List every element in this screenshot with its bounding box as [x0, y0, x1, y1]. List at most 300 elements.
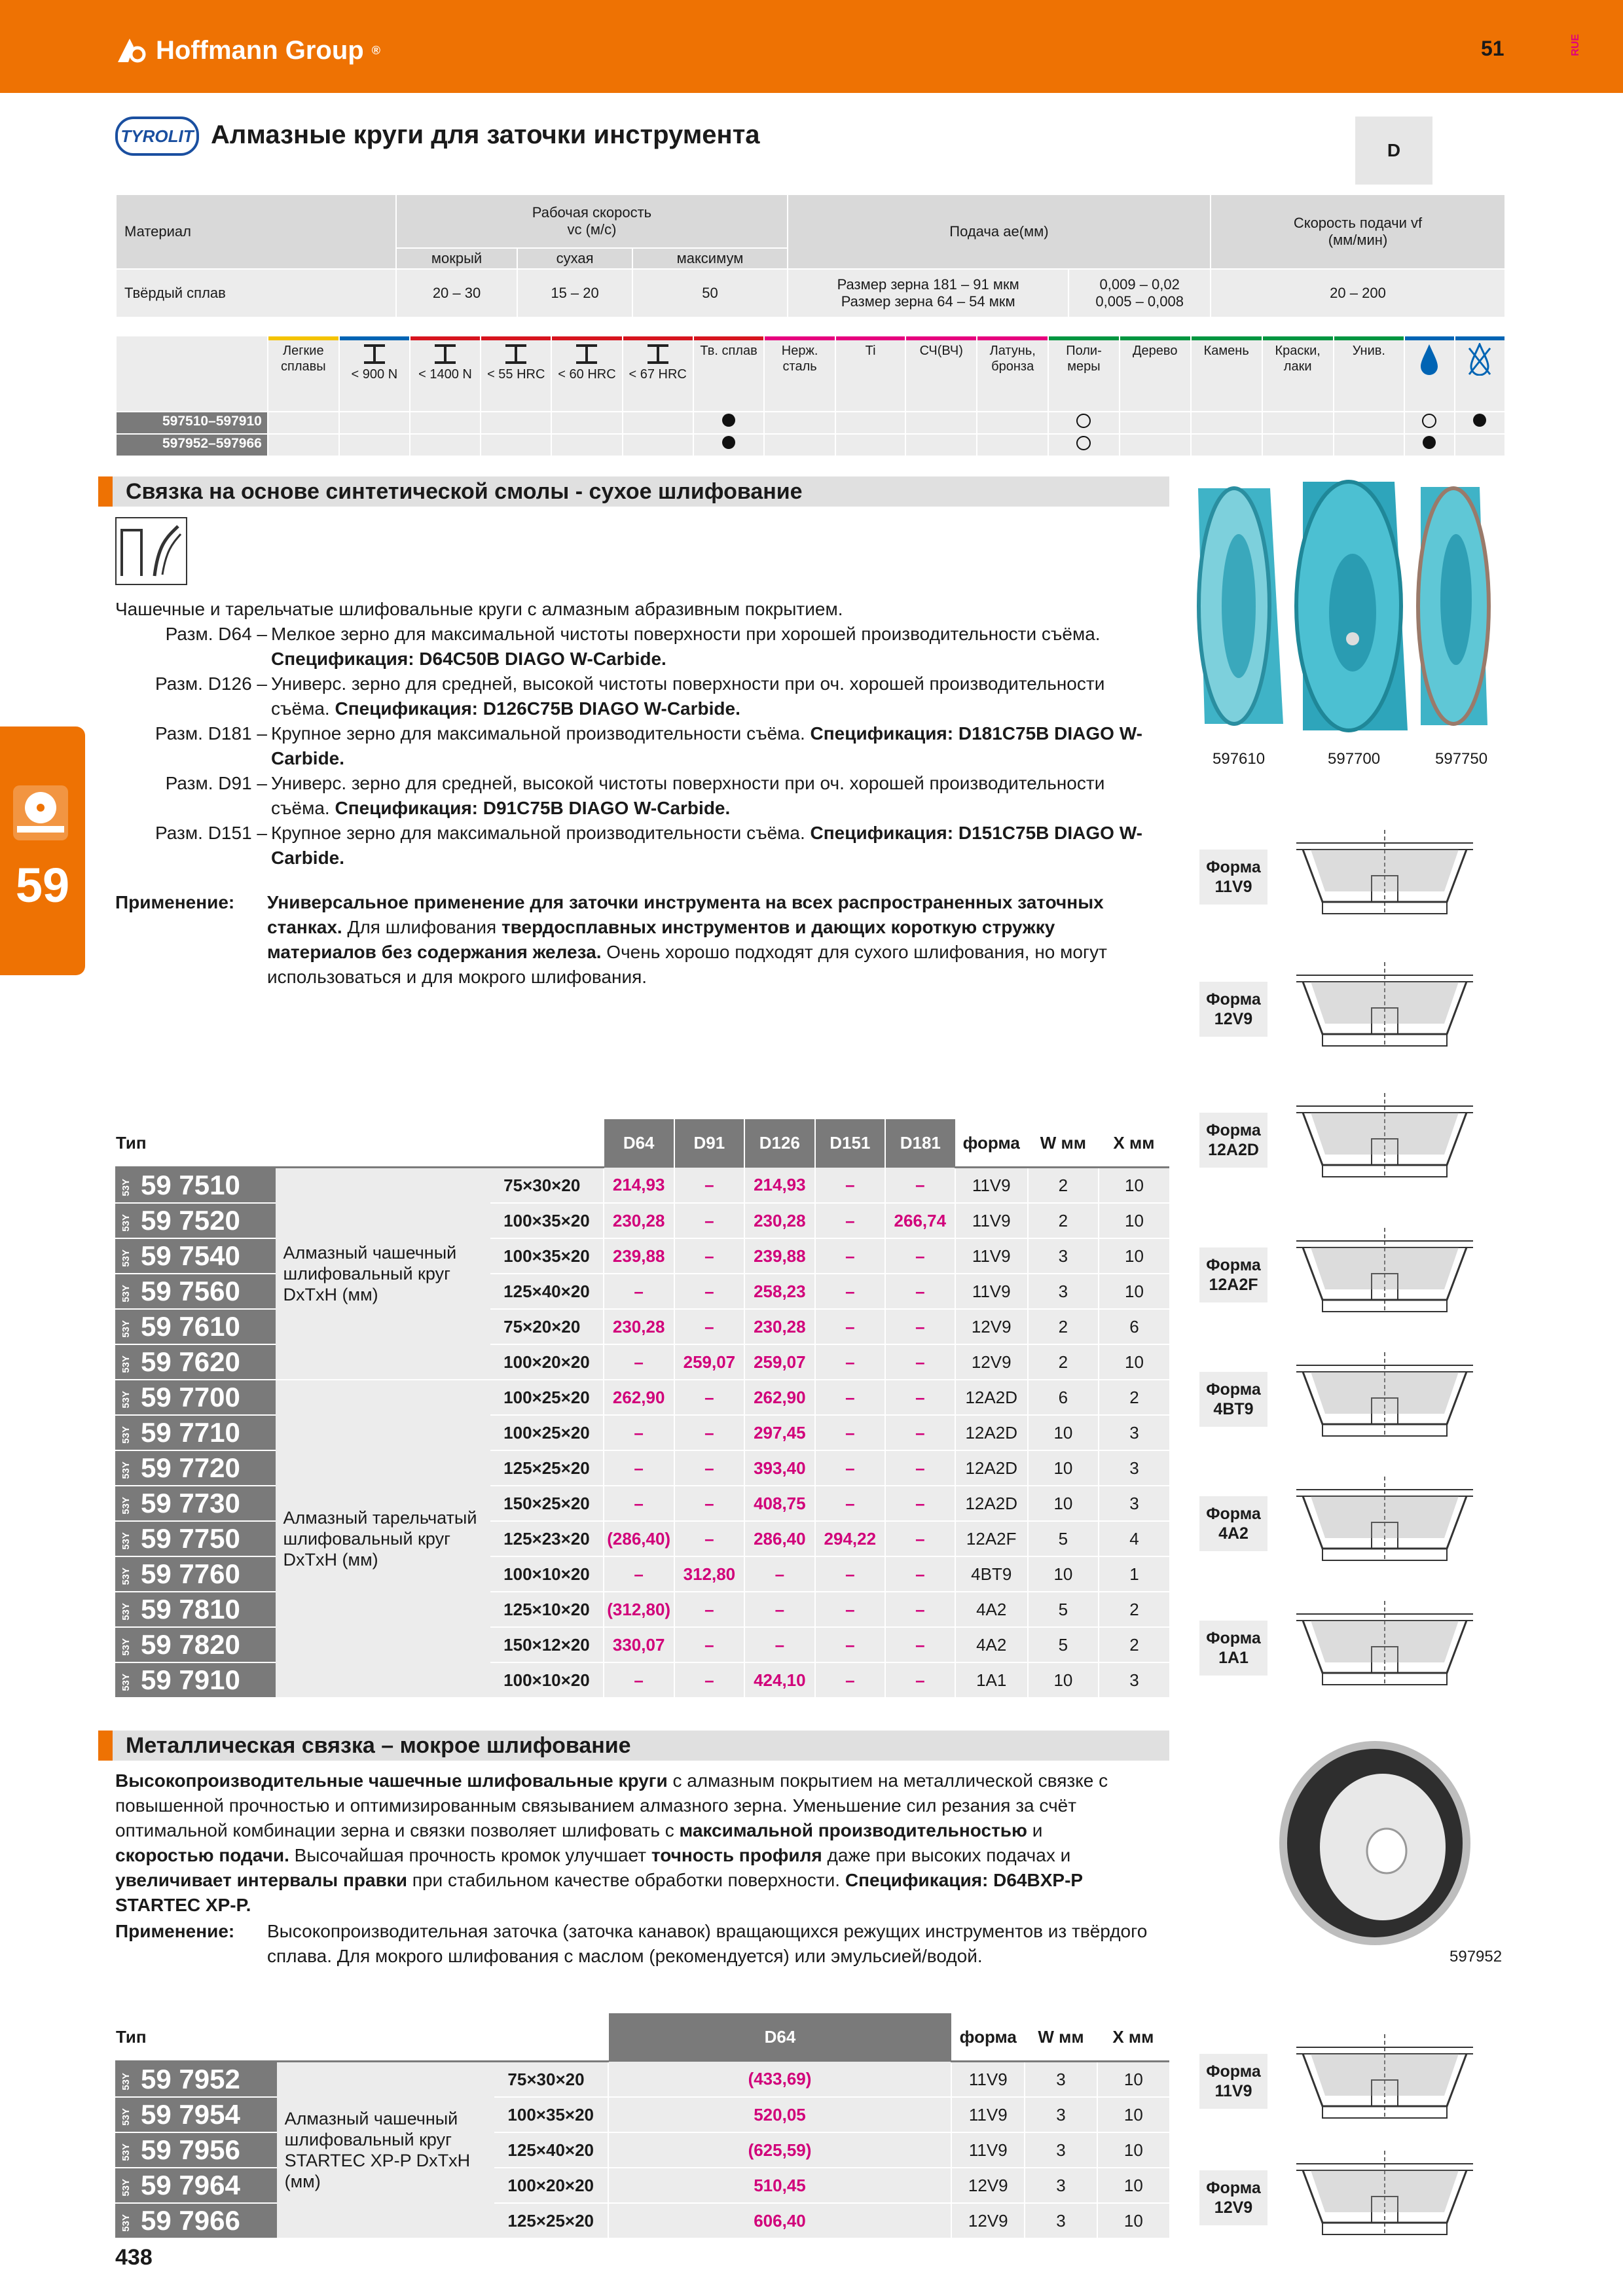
material-color-swatch	[623, 336, 693, 340]
product-row[interactable]	[115, 1486, 1169, 1521]
price-d91: –	[674, 1521, 744, 1556]
form-value: 11V9	[951, 2132, 1025, 2168]
wheel-profile-diagram	[1283, 1208, 1486, 1316]
form-label: Форма 12V9	[1199, 982, 1267, 1037]
type-header: Тип	[115, 2013, 277, 2062]
grain-size-text: Крупное зерно для максимальной производительности съёма.	[271, 723, 805, 744]
x-value: 10	[1097, 2132, 1169, 2168]
price-d64: (433,69)	[608, 2062, 951, 2098]
chapter-number: 59	[15, 858, 70, 912]
speed-header: Рабочая скорость vc (м/с)	[396, 194, 788, 248]
grain-size-key: Разм. D91 –	[165, 773, 267, 793]
price-d64: 230,28	[604, 1203, 674, 1238]
article-number[interactable]: 53Y 59 7540	[115, 1238, 276, 1274]
wheel-profile-diagram	[1283, 2131, 1486, 2238]
grain-size-key: Разм. D181 –	[155, 723, 267, 744]
x-value: 10	[1099, 1238, 1169, 1274]
material-color-swatch	[1049, 336, 1119, 340]
material-color-swatch	[340, 336, 409, 340]
page-title: Алмазные круги для заточки инструмента	[211, 120, 760, 149]
price-d91: –	[674, 1662, 744, 1698]
material-cell	[977, 434, 1048, 456]
price-d126: 286,40	[744, 1521, 814, 1556]
price-d64: –	[604, 1274, 674, 1309]
article-number[interactable]: 53Y 59 7720	[115, 1450, 276, 1486]
material-cell	[410, 412, 481, 434]
price-d126: 230,28	[744, 1203, 814, 1238]
grain-size-item	[115, 821, 1163, 870]
price-d126: 230,28	[744, 1309, 814, 1344]
product-row[interactable]	[115, 1380, 1169, 1415]
product-row[interactable]	[115, 2203, 1169, 2238]
product-row[interactable]	[115, 1627, 1169, 1662]
dimensions: 125×10×20	[490, 1592, 604, 1627]
form-label: Форма 12A2D	[1199, 1113, 1267, 1168]
material-column-1	[339, 336, 410, 412]
i-beam-icon	[574, 344, 600, 364]
article-number[interactable]: 53Y 59 7810	[115, 1592, 276, 1627]
price-d64: –	[604, 1344, 674, 1380]
price-d126: –	[744, 1627, 814, 1662]
price-d181: –	[885, 1662, 955, 1698]
dimensions: 125×40×20	[490, 1274, 604, 1309]
section-metal-bond-title: Металлическая связка – мокрое шлифование	[98, 1731, 1169, 1761]
d64-header: D64	[604, 1119, 674, 1168]
article-number[interactable]: 53Y 59 7966	[115, 2203, 277, 2238]
material-column-label: < 67 HRC	[629, 367, 687, 382]
section1-application: Применение: Универсальное применение для заточки инструмента на всех распространенных заточных станках. Для шлифования твердосплавных инструментов и дающих короткую стружку материалов без содержания железа. Очень хорошо подходят для сухого шлифования, но могут использоваться и для мокрого шлифования.	[115, 890, 1163, 990]
wheel-profile-diagram	[1283, 1073, 1486, 1181]
suitable-dot	[722, 436, 735, 449]
material-column-4	[551, 336, 622, 412]
material-column-9	[905, 336, 977, 412]
price-d126: 262,90	[744, 1380, 814, 1415]
article-number[interactable]: 53Y 59 7610	[115, 1309, 276, 1344]
grain-size-item	[115, 721, 1163, 771]
grain-size-text: Универс. зерно для средней, высокой чистоты поверхности при оч. хорошей производительности съёма.	[271, 673, 1105, 719]
feed-header: Подача ae(мм)	[788, 194, 1211, 269]
article-number[interactable]: 53Y 59 7730	[115, 1486, 276, 1521]
wheel-profile-diagram	[1283, 2015, 1486, 2122]
grain-size-item	[115, 771, 1163, 821]
product-row[interactable]	[115, 2132, 1169, 2168]
w-value: 2	[1028, 1309, 1099, 1344]
material-column-label: Поли-меры	[1066, 344, 1102, 374]
edition-code: RUE	[1570, 34, 1581, 56]
article-number[interactable]: 53Y 59 7820	[115, 1627, 276, 1662]
w-value: 10	[1028, 1662, 1099, 1698]
article-number[interactable]: 53Y 59 7750	[115, 1521, 276, 1556]
hoffmann-logo-icon	[117, 36, 148, 65]
grain-size-key: Разм. D64 –	[165, 624, 267, 644]
price-d151: –	[815, 1309, 885, 1344]
section2-description: Высокопроизводительные чашечные шлифовальные круги с алмазным покрытием на металлической связке с повышенной прочностью и оптимизированным связыванием алмазного зерна. Уменьшение сил резания за счёт оптимальной комбинации зерна и связки позволяет шлифовать с максимальной производительностью и скоростью подачи. Высочайшая прочность кромок улучшает точность профиля даже при высоких подачах и увеличивает интервалы правки при стабильном качестве обработки поверхности. Спецификация: D64BXP-P STARTEC XP-P.	[115, 1770, 1108, 1915]
wet-header: мокрый	[396, 248, 517, 269]
price-d64: –	[604, 1662, 674, 1698]
price-d151: 294,22	[815, 1521, 885, 1556]
price-d126: 259,07	[744, 1344, 814, 1380]
grain-sizes: Размер зерна 181 – 91 мкм Размер зерна 64 – 54 мкм	[788, 269, 1069, 317]
form-label: Форма 12A2F	[1199, 1247, 1267, 1302]
section2-application	[115, 1919, 1163, 1969]
w-value: 3	[1025, 2132, 1097, 2168]
form-value: 4A2	[955, 1592, 1028, 1627]
price-d91: –	[674, 1627, 744, 1662]
price-d91: –	[674, 1415, 744, 1450]
coolant-drop-icon	[1404, 336, 1455, 412]
w-value: 2	[1028, 1203, 1099, 1238]
material-cell	[410, 434, 481, 456]
material-cell	[339, 412, 410, 434]
hoffmann-logo[interactable]	[117, 34, 380, 67]
material-cell	[551, 412, 622, 434]
price-d64: –	[604, 1486, 674, 1521]
material-cell	[623, 434, 693, 456]
material-color-swatch	[765, 336, 835, 340]
material-cell	[693, 412, 765, 434]
material-cell	[1191, 434, 1262, 456]
logo-text: Hoffmann Group	[156, 35, 364, 65]
max-header: максимум	[632, 248, 788, 269]
coolant-cell	[1455, 412, 1505, 434]
material-color-swatch	[481, 336, 551, 340]
section1-intro: Чашечные и тарельчатые шлифовальные круги с алмазным абразивным покрытием.	[115, 599, 843, 619]
article-number[interactable]: 53Y 59 7560	[115, 1274, 276, 1309]
photo-caption: 597700	[1328, 750, 1381, 768]
price-d151: –	[815, 1238, 885, 1274]
article-number[interactable]: 53Y 59 7910	[115, 1662, 276, 1698]
d91-header: D91	[674, 1119, 744, 1168]
material-cell	[268, 412, 339, 434]
price-d181: –	[885, 1168, 955, 1204]
form-value: 12A2F	[955, 1521, 1028, 1556]
tyrolit-logo: TYROLIT	[115, 117, 199, 156]
i-beam-icon	[361, 344, 388, 364]
material-cell	[693, 434, 765, 456]
type-header: Тип	[115, 1119, 276, 1168]
x-value: 10	[1099, 1203, 1169, 1238]
photo-caption: 597610	[1213, 750, 1266, 768]
material-column-6	[693, 336, 765, 412]
coolant-cell	[1455, 434, 1505, 456]
w-value: 3	[1028, 1274, 1099, 1309]
grain-size-text: Универс. зерно для средней, высокой чистоты поверхности при оч. хорошей производительности съёма.	[271, 773, 1105, 818]
x-value: 2	[1099, 1380, 1169, 1415]
dimensions: 100×35×20	[490, 1203, 604, 1238]
article-number[interactable]: 53Y 59 7760	[115, 1556, 276, 1592]
product-row[interactable]	[115, 2062, 1169, 2098]
article-number[interactable]: 53Y 59 7964	[115, 2168, 277, 2203]
wheel-profile-diagram	[1283, 810, 1486, 918]
w-value: 5	[1028, 1521, 1099, 1556]
material-cell	[1048, 412, 1120, 434]
price-d64: (625,59)	[608, 2132, 951, 2168]
material-cell	[339, 434, 410, 456]
wheel-profile-diagram	[1283, 1333, 1486, 1440]
d181-header: D181	[885, 1119, 955, 1168]
form-label: Форма 1A1	[1199, 1621, 1267, 1676]
price-d126: 393,40	[744, 1450, 814, 1486]
x-value: 1	[1099, 1556, 1169, 1592]
article-number[interactable]: 53Y 59 7952	[115, 2062, 277, 2098]
material-color-swatch	[906, 336, 976, 340]
w-value: 6	[1028, 1380, 1099, 1415]
price-d151: –	[815, 1168, 885, 1204]
form-value: 12V9	[951, 2203, 1025, 2238]
product-row[interactable]	[115, 1168, 1169, 1204]
form-value: 4BT9	[955, 1556, 1028, 1592]
price-d151: –	[815, 1627, 885, 1662]
price-d151: –	[815, 1592, 885, 1627]
price-d91: –	[674, 1238, 744, 1274]
material-column-label: Латунь, бронза	[989, 344, 1036, 374]
metal-wheel-photo	[1277, 1738, 1473, 1948]
photo-caption: 597952	[1450, 1948, 1503, 1965]
price-d91: –	[674, 1486, 744, 1521]
price-d151: –	[815, 1556, 885, 1592]
price-d151: –	[815, 1450, 885, 1486]
material-column-0	[268, 336, 339, 412]
d126-header: D126	[744, 1119, 814, 1168]
application-text: Высокопроизводительная заточка (заточка канавок) вращающихся режущих инструментов из твёрдого сплава. Для мокрого шлифования с маслом (рекомендуется) или эмульсией/водой.	[267, 1921, 1148, 1966]
material-column-label: < 55 HRC	[487, 367, 545, 382]
chapter-tab[interactable]	[0, 726, 85, 975]
x-value: 2	[1099, 1592, 1169, 1627]
price-d181: –	[885, 1627, 955, 1662]
x-value: 3	[1099, 1450, 1169, 1486]
material-color-swatch	[1120, 336, 1190, 340]
price-d181: –	[885, 1309, 955, 1344]
material-cell	[764, 434, 835, 456]
material-cell	[1334, 434, 1404, 456]
form-value: 12V9	[955, 1344, 1028, 1380]
article-number[interactable]: 53Y 59 7710	[115, 1415, 276, 1450]
price-d91: –	[674, 1309, 744, 1344]
dimensions: 100×35×20	[494, 2097, 608, 2132]
x-value: 10	[1099, 1344, 1169, 1380]
material-cell	[1120, 412, 1191, 434]
spec-table	[115, 194, 1506, 318]
top-page-number: 51	[1481, 37, 1504, 60]
application-label: Применение:	[115, 1921, 235, 1941]
price-d151: –	[815, 1415, 885, 1450]
material-cell	[1262, 434, 1334, 456]
i-beam-icon	[432, 344, 458, 364]
product-row[interactable]	[115, 1238, 1169, 1274]
w-value: 3	[1025, 2168, 1097, 2203]
dimensions: 150×25×20	[490, 1486, 604, 1521]
grain-size-key: Разм. D126 –	[155, 673, 267, 694]
wet-value: 20 – 30	[396, 269, 517, 317]
max-value: 50	[632, 269, 788, 317]
price-d64: 239,88	[604, 1238, 674, 1274]
price-d91: –	[674, 1274, 744, 1309]
x-value: 4	[1099, 1521, 1169, 1556]
material-row-code: 597510–597910	[116, 412, 268, 434]
w-value: 5	[1028, 1592, 1099, 1627]
article-number[interactable]: 53Y 59 7700	[115, 1380, 276, 1415]
price-d126: –	[744, 1592, 814, 1627]
material-column-15	[1334, 336, 1404, 412]
price-d91: –	[674, 1592, 744, 1627]
form-header: форма	[955, 1119, 1028, 1168]
price-d151: –	[815, 1344, 885, 1380]
dimensions: 100×25×20	[490, 1415, 604, 1450]
dimensions: 75×20×20	[490, 1309, 604, 1344]
w-header: W мм	[1028, 1119, 1099, 1168]
w-value: 10	[1028, 1415, 1099, 1450]
product-row[interactable]	[115, 1415, 1169, 1450]
form-value: 11V9	[955, 1238, 1028, 1274]
grain-size-key: Разм. D151 –	[155, 823, 267, 843]
price-d181: –	[885, 1450, 955, 1486]
price-d151: –	[815, 1486, 885, 1521]
x-value: 10	[1097, 2097, 1169, 2132]
material-color-swatch	[1263, 336, 1333, 340]
form-value: 11V9	[955, 1274, 1028, 1309]
price-d181: –	[885, 1415, 955, 1450]
dimensions: 100×35×20	[490, 1238, 604, 1274]
product-table-metal	[115, 2013, 1169, 2239]
product-row[interactable]	[115, 1203, 1169, 1238]
material-cell	[977, 412, 1048, 434]
material-column-2	[410, 336, 481, 412]
grain-size-item	[115, 622, 1163, 672]
price-d126: 297,45	[744, 1415, 814, 1450]
price-d181: –	[885, 1274, 955, 1309]
article-number[interactable]: 53Y 59 7510	[115, 1168, 276, 1204]
price-d126: 214,93	[744, 1168, 814, 1204]
material-color-swatch	[552, 336, 621, 340]
product-row[interactable]	[115, 1521, 1169, 1556]
price-d64: 230,28	[604, 1309, 674, 1344]
form-value: 11V9	[955, 1168, 1028, 1204]
x-value: 2	[1099, 1627, 1169, 1662]
price-d64: 606,40	[608, 2203, 951, 2238]
dimensions: 100×10×20	[490, 1662, 604, 1698]
price-d181: –	[885, 1592, 955, 1627]
registered-mark: ®	[371, 43, 380, 57]
material-cell	[835, 412, 905, 434]
feedrate-header: Скорость подачи vf (мм/мин)	[1211, 194, 1505, 269]
product-row[interactable]	[115, 1592, 1169, 1627]
dimensions: 75×30×20	[494, 2062, 608, 2098]
form-label: Форма 4BT9	[1199, 1372, 1267, 1427]
w-value: 3	[1025, 2062, 1097, 2098]
material-color-swatch	[694, 336, 764, 340]
material-column-label: < 1400 N	[418, 367, 472, 382]
form-label: Форма 11V9	[1199, 2054, 1267, 2109]
price-d126: 408,75	[744, 1486, 814, 1521]
price-d91: –	[674, 1380, 744, 1415]
feed-values: 0,009 – 0,02 0,005 – 0,008	[1068, 269, 1211, 317]
form-value: 12A2D	[955, 1380, 1028, 1415]
price-d64: 520,05	[608, 2097, 951, 2132]
price-d181: –	[885, 1344, 955, 1380]
material-cell	[764, 412, 835, 434]
dimensions: 100×10×20	[490, 1556, 604, 1592]
article-number[interactable]: 53Y 59 7620	[115, 1344, 276, 1380]
wheel-profile-diagram	[1283, 1581, 1486, 1689]
material-column-label: Нерж. сталь	[781, 344, 818, 374]
material-column-label: < 900 N	[351, 367, 398, 382]
price-d126: 258,23	[744, 1274, 814, 1309]
form-value: 12A2D	[955, 1486, 1028, 1521]
product-row[interactable]	[115, 1274, 1169, 1309]
price-d64: 510,45	[608, 2168, 951, 2203]
price-d181: –	[885, 1521, 955, 1556]
form-value: 11V9	[951, 2097, 1025, 2132]
material-column-label: Ti	[865, 344, 876, 358]
material-color-swatch	[977, 336, 1048, 340]
product-description: Алмазный чашечный шлифовальный круг DxTxH (мм)	[276, 1168, 491, 1380]
material-color-swatch	[836, 336, 905, 340]
material-color-swatch	[410, 336, 480, 340]
material-cell	[1120, 434, 1191, 456]
material-column-label: Краски, лаки	[1275, 344, 1321, 374]
photo-caption: 597750	[1435, 750, 1488, 768]
grinding-wheel-icon	[13, 785, 68, 840]
article-number[interactable]: 53Y 59 7954	[115, 2097, 277, 2132]
material-column-5	[623, 336, 693, 412]
material-cell	[905, 412, 977, 434]
d-box: D	[1355, 117, 1432, 185]
material-cell	[481, 434, 551, 456]
product-row[interactable]	[115, 2097, 1169, 2132]
price-d151: –	[815, 1274, 885, 1309]
dimensions: 100×20×20	[490, 1344, 604, 1380]
i-beam-icon	[645, 344, 671, 364]
form-value: 12V9	[955, 1309, 1028, 1344]
w-value: 2	[1028, 1168, 1099, 1204]
form-value: 12V9	[951, 2168, 1025, 2203]
product-row[interactable]	[115, 1450, 1169, 1486]
wheel-profile-diagram	[1283, 942, 1486, 1050]
material-column-label: < 60 HRC	[558, 367, 616, 382]
material-column-label: СЧ(ВЧ)	[919, 344, 963, 358]
dimensions: 150×12×20	[490, 1627, 604, 1662]
resin-wheels-photo	[1192, 475, 1493, 750]
product-row[interactable]	[115, 1556, 1169, 1592]
article-number[interactable]: 53Y 59 7956	[115, 2132, 277, 2168]
product-row[interactable]	[115, 1309, 1169, 1344]
price-d181: –	[885, 1238, 955, 1274]
x-value: 3	[1099, 1415, 1169, 1450]
form-value: 12A2D	[955, 1450, 1028, 1486]
material-color-swatch	[1192, 336, 1262, 340]
form-label: Форма 4A2	[1199, 1496, 1267, 1551]
price-d64: –	[604, 1556, 674, 1592]
price-d126: 424,10	[744, 1662, 814, 1698]
product-row[interactable]	[115, 1344, 1169, 1380]
x-value: 10	[1097, 2168, 1169, 2203]
article-number[interactable]: 53Y 59 7520	[115, 1203, 276, 1238]
product-row[interactable]	[115, 1662, 1169, 1698]
form-header: форма	[951, 2013, 1025, 2062]
w-header: W мм	[1025, 2013, 1097, 2062]
grain-size-spec: Спецификация: D91C75B DIAGO W-Carbide.	[335, 798, 731, 818]
d64-header: D64	[608, 2013, 951, 2062]
w-value: 10	[1028, 1556, 1099, 1592]
product-row[interactable]	[115, 2168, 1169, 2203]
price-d91: 259,07	[674, 1344, 744, 1380]
w-value: 3	[1025, 2097, 1097, 2132]
material-column-7	[764, 336, 835, 412]
material-table	[115, 335, 1506, 457]
grain-size-spec: Спецификация: D64C50B DIAGO W-Carbide.	[271, 649, 666, 669]
x-value: 10	[1099, 1274, 1169, 1309]
dimensions: 125×25×20	[494, 2203, 608, 2238]
